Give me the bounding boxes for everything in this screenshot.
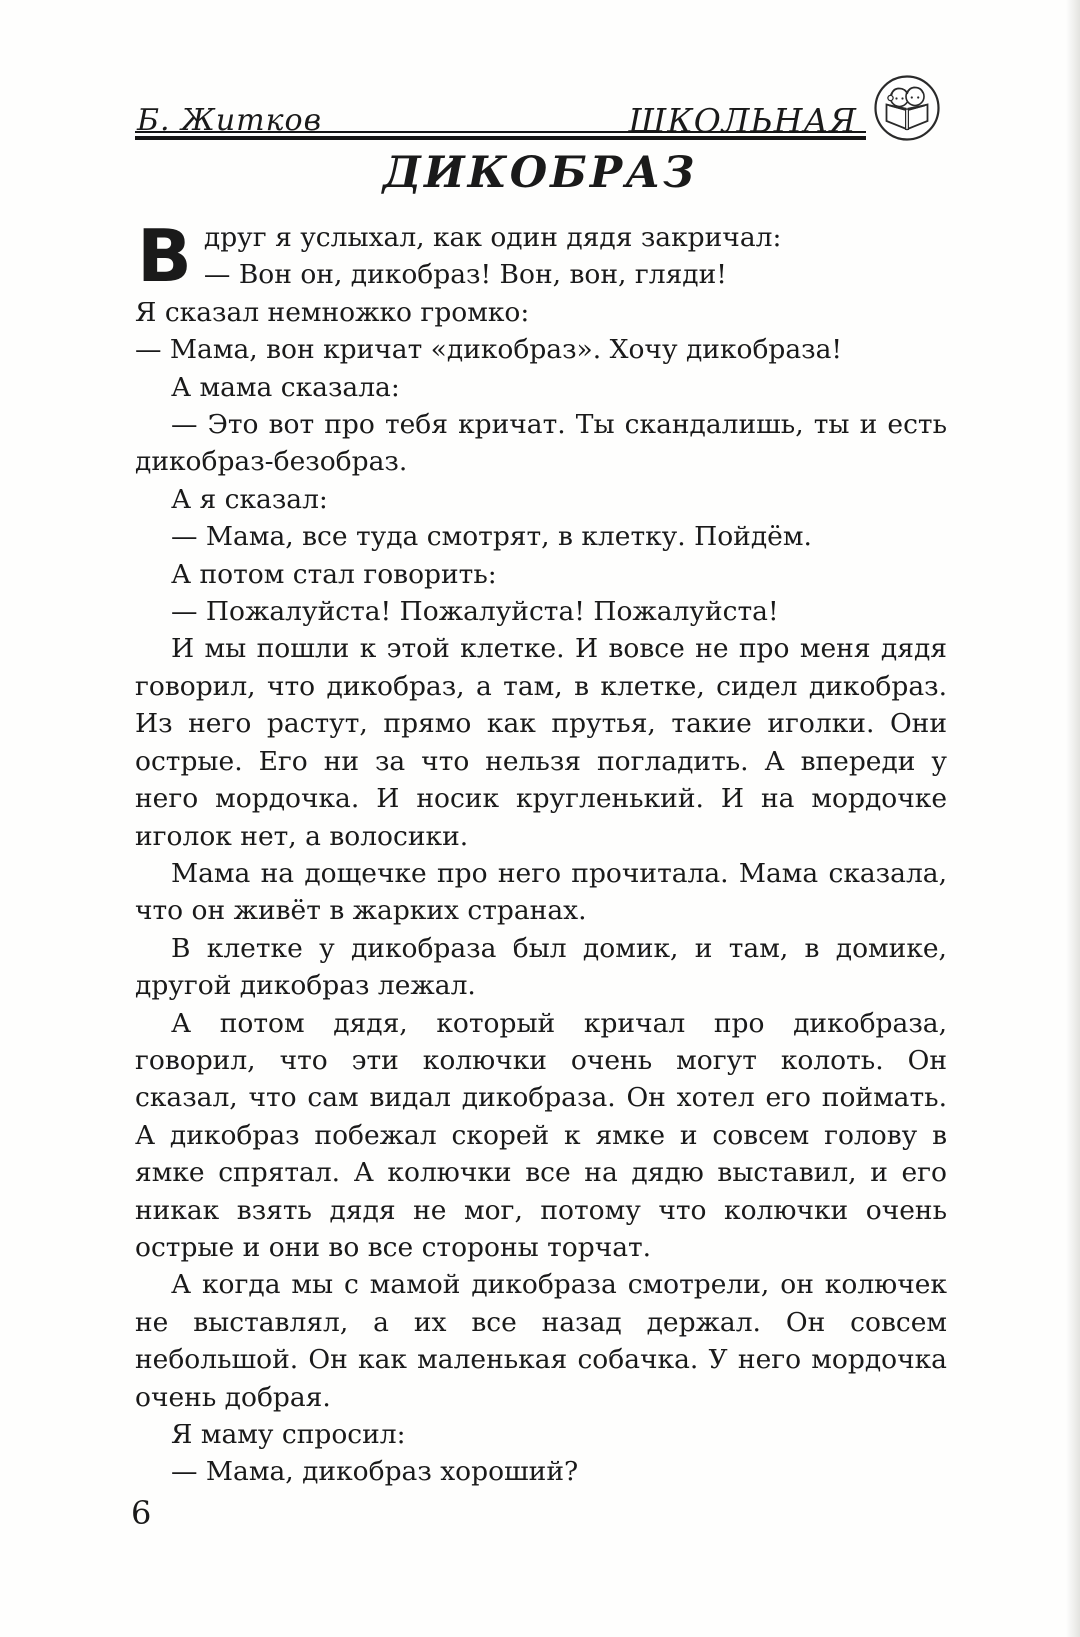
story-paragraph: друг я услыхал, как один дядя закричал: xyxy=(203,222,782,253)
page-header xyxy=(135,84,945,144)
scan-edge-shadow xyxy=(1066,0,1080,1637)
story-paragraph: — Мама, все туда смотрят, в клетку. Пойдём. xyxy=(171,521,812,553)
header-divider xyxy=(135,131,866,140)
story-paragraph: — Вон он, дикобраз! Вон, вон, гляди! xyxy=(203,259,727,291)
story-paragraph: — Пожалуйста! Пожалуйста! Пожалуйста! xyxy=(171,596,779,628)
story-paragraph: Мама на дощечке про него прочитала. Мама сказала, что он живёт в жарких странах. xyxy=(135,857,947,927)
story-paragraph: В клетке у дикобраза был домик, и там, в домике, другой дикобраз лежал. xyxy=(135,932,947,1002)
story-paragraph: А потом стал говорить: xyxy=(171,558,497,590)
children-reading-book-logo-icon xyxy=(873,74,941,142)
story-paragraph: — Это вот про тебя кричат. Ты скандалишь, ты и есть дикобраз-безобраз. xyxy=(135,409,947,478)
drop-cap-letter: В xyxy=(137,214,192,298)
story-paragraph: Я сказал немножко громко: xyxy=(135,296,530,328)
page-number: 6 xyxy=(131,1494,152,1532)
story-paragraph: — Мама, дикобраз хороший? xyxy=(171,1456,579,1488)
story-paragraph: — Мама, вон кричат «дикобраз». Хочу дикобраза! xyxy=(135,334,843,366)
story-paragraph: А потом дядя, который кричал про дикобраза, говорил, что эти колючки очень могут колоть. Он сказал, что сам видал дикобраза. Он хотел его поймать. А дикобраз побежал скорей к ямке и совсем голову в ямке спрятал. А колючки все на дядю выставил, и его никак взять дядя не мог, потому что колючки очень острые и они во все стороны торчат. xyxy=(135,1007,947,1263)
story-paragraph: А я сказал: xyxy=(171,483,328,515)
page-title: ДИКОБРАЗ xyxy=(382,148,698,198)
story-paragraph: Я маму спросил: xyxy=(171,1419,406,1450)
author-name: Б. Житков xyxy=(137,103,323,138)
story-text xyxy=(135,214,947,1491)
paragraph-list xyxy=(135,214,947,1491)
series-label: ШКОЛЬНАЯ xyxy=(628,101,857,140)
story-paragraph: А когда мы с мамой дикобраза смотрели, он колючек не выставлял, а их все назад держал. Он совсем небольшой. Он как маленькая собачка. У него мордочка очень добрая. xyxy=(135,1269,947,1413)
story-paragraph: А мама сказала: xyxy=(171,371,400,403)
story-paragraph: И мы пошли к этой клетке. И вовсе не про меня дядя говорил, что дикобраз, а там, в клетке, сидел дикобраз. Из него растут, прямо как прутья, такие иголки. Они острые. Его ни за что нельзя погладить. А впереди у него мордочка. И носик кругленький. И на мордочке иголок нет, а волосики. xyxy=(135,633,947,852)
